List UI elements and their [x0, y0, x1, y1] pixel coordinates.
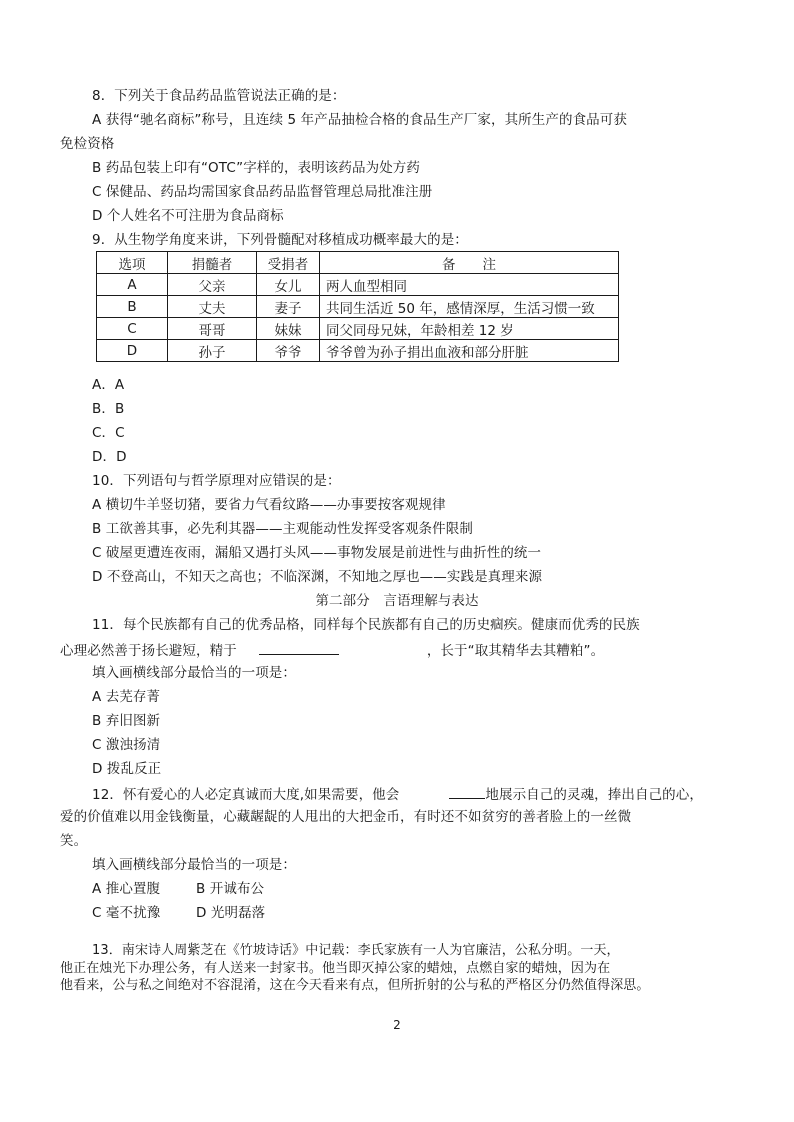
q8-option-d: D 个人姓名不可注册为食品商标	[92, 208, 284, 224]
q11-option-a: A 去芜存菁	[92, 689, 161, 705]
table-cell: 女儿	[257, 274, 320, 296]
q13-line2: 他正在烛光下办理公务，有人送来一封家书。他当即灭掉公家的蜡烛，点燃自家的蜡烛，因为在	[60, 961, 611, 976]
q10-option-d: D 不登高山，不知天之高也；不临深渊，不知地之厚也——实践是真理来源	[92, 569, 543, 585]
table-row	[97, 318, 619, 340]
table-header-cell: 选项	[97, 252, 168, 274]
table-cell: 妹妹	[257, 318, 320, 340]
q11-line1: 11．每个民族都有自己的优秀品格，同样每个民族都有自己的历史痼疾。健康而优秀的民族	[92, 617, 640, 633]
q10-stem: 10．下列语句与哲学原理对应错误的是：	[92, 473, 341, 489]
q12-line2: 爱的价值难以用金钱衡量，心藏龌龊的人甩出的大把金币，有时还不如贫穷的善者脸上的一丝微	[60, 809, 632, 825]
table-cell: 妻子	[257, 296, 320, 318]
table-header-cell: 备 注	[320, 252, 619, 274]
table-row	[97, 274, 619, 296]
q11-option-d: D 拨乱反正	[92, 761, 162, 777]
q9-option-a: A．A	[92, 377, 125, 393]
q12-options-row1	[92, 880, 264, 898]
q9-option-b: B．B	[92, 401, 125, 417]
table-row	[97, 340, 619, 362]
q8-stem: 8．下列关于食品药品监管说法正确的是：	[92, 88, 346, 104]
section-heading: 第二部分 言语理解与表达	[315, 593, 479, 609]
table-header-row	[97, 252, 619, 274]
q12-line1-text: 地展示自己的灵魂，捧出自己的心，	[485, 787, 703, 803]
q12-option-d: D 光明磊落	[196, 905, 266, 921]
q12-line3: 笑。	[60, 833, 88, 849]
q8-option-a-line2: 免检资格	[60, 136, 115, 152]
table-cell: 共同生活近 50 年，感情深厚，生活习惯一致	[320, 296, 619, 318]
table-cell: 爷爷	[257, 340, 320, 362]
q11-prompt: 填入画横线部分最恰当的一项是：	[92, 665, 296, 681]
table-header-cell: 捐髓者	[168, 252, 257, 274]
q12-prompt: 填入画横线部分最恰当的一项是：	[92, 857, 296, 873]
q12-option-a: A 推心置腹	[92, 881, 161, 897]
q11-option-b: B 弃旧图新	[92, 713, 161, 729]
table-cell: B	[97, 296, 168, 318]
q9-table	[96, 251, 619, 362]
fill-in-blank	[259, 640, 339, 655]
table-header-cell: 受捐者	[257, 252, 320, 274]
q10-option-a: A 横切牛羊竖切猪，要省力气看纹路——办事要按客观规律	[92, 497, 446, 513]
table-row	[97, 296, 619, 318]
q12-options-row2	[92, 904, 265, 922]
q12-line1	[92, 784, 703, 804]
table-cell: 丈夫	[168, 296, 257, 318]
table-cell: A	[97, 274, 168, 296]
table-cell: 孙子	[168, 340, 257, 362]
q10-option-c: C 破屋更遭连夜雨，漏船又遇打头风——事物发展是前进性与曲折性的统一	[92, 545, 542, 561]
table-cell: D	[97, 340, 168, 362]
q11-option-c: C 激浊扬清	[92, 737, 161, 753]
q11-line2-text: ，长于“取其精华去其糟粕”。	[426, 643, 605, 659]
q12-option-b: B 开诚布公	[196, 881, 265, 897]
q13-line1: 13．南宋诗人周紫芝在《竹坡诗话》中记载：李氏家族有一人为官廉洁，公私分明。一天，	[92, 943, 620, 958]
table-cell: 父亲	[168, 274, 257, 296]
fill-in-blank	[449, 784, 485, 799]
q11-line2	[60, 640, 604, 660]
table-cell: 同父同母兄妹，年龄相差 12 岁	[320, 318, 619, 340]
q12-line1-text: 12．怀有爱心的人必定真诚而大度,如果需要，他会	[92, 787, 400, 803]
q12-option-c: C 毫不扰豫	[92, 905, 161, 921]
q8-option-b: B 药品包装上印有“OTC”字样的，表明该药品为处方药	[92, 160, 420, 176]
q8-option-a-line1: A 获得“驰名商标”称号，且连续 5 年产品抽检合格的食品生产厂家，其所生产的食品可获	[92, 112, 627, 128]
q13-line3: 他看来，公与私之间绝对不容混淆，这在今天看来有点，但所折射的公与私的严格区分仍然值得深思。	[60, 978, 650, 993]
q8-option-c: C 保健品、药品均需国家食品药品监督管理总局批准注册	[92, 184, 433, 200]
q9-stem: 9．从生物学角度来讲，下列骨髓配对移植成功概率最大的是：	[92, 232, 468, 248]
table-cell: 哥哥	[168, 318, 257, 340]
q9-option-c: C．C	[92, 425, 125, 441]
table-cell: C	[97, 318, 168, 340]
page-number: 2	[393, 1018, 401, 1032]
q9-option-d: D．D	[92, 449, 127, 465]
table-cell: 爷爷曾为孙子捐出血液和部分肝脏	[320, 340, 619, 362]
q10-option-b: B 工欲善其事，必先利其器——主观能动性发挥受客观条件限制	[92, 521, 473, 537]
q11-line2-text: 心理必然善于扬长避短，精于	[60, 643, 237, 659]
table-cell: 两人血型相同	[320, 274, 619, 296]
